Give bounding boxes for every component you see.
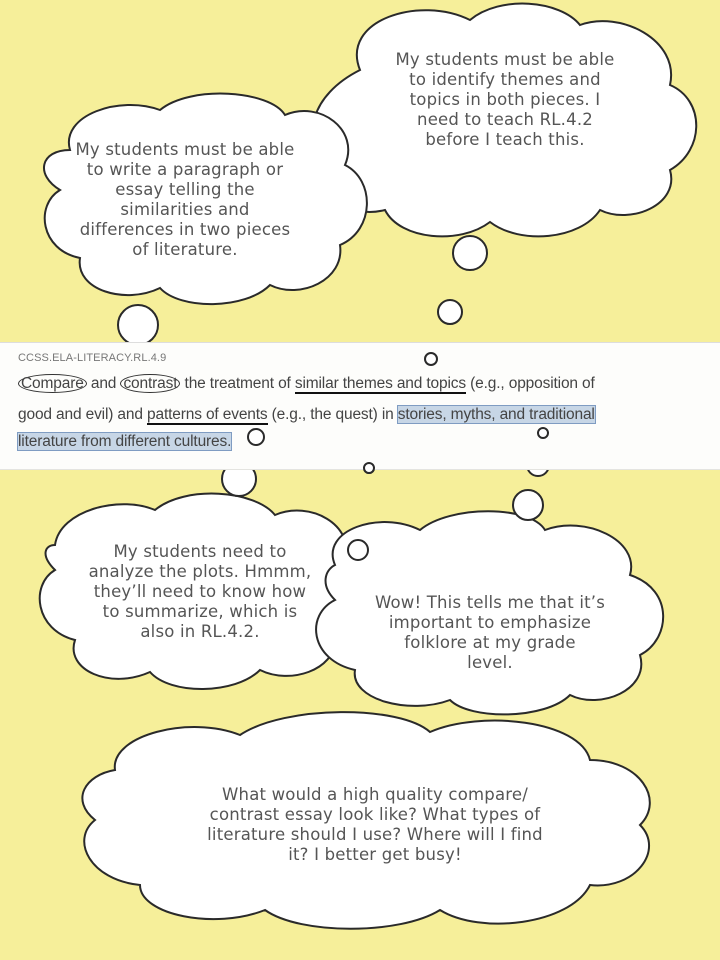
text-line: topics in both pieces. I [409,90,601,109]
text-line: important to emphasize [388,613,592,632]
text-line: to summarize, which is [102,602,298,621]
phrase-literature: literature from different cultures. [18,433,232,450]
text-line: to identify themes and [409,70,601,89]
phrase-patterns: patterns of events [147,406,268,423]
text-line: similarities and [120,200,250,219]
word-and: and [86,375,121,392]
phrase-stories: stories, myths, and traditional [397,406,595,423]
phrase-similar-themes: similar themes and topics [294,375,466,392]
cloud-top-left-text [60,140,310,260]
cloud-middle-left-text [80,542,320,642]
word-treatment: the treatment of [180,375,295,392]
text-line: contrast essay look like? What types of [209,805,541,824]
text-line: folklore at my grade [404,633,576,652]
text-line: My students need to [113,542,287,561]
standard-code: CCSS.ELA-LITERACY.RL.4.9 [18,352,167,364]
text-line: also in RL.4.2. [140,622,260,641]
text-line: essay telling the [115,180,255,199]
cloud-middle-right-text [360,593,620,673]
text-line: they’ll need to know how [93,582,307,601]
text-line: What would a high quality compare/ [222,785,528,804]
word-compare: Compare [18,374,87,393]
text-line: it? I better get busy! [288,845,462,864]
text-line: My students must be able [395,50,615,69]
text-line: analyze the plots. Hmmm, [88,562,312,581]
text-line: need to teach RL.4.2 [417,110,593,129]
phrase-eg1: (e.g., opposition of [465,375,595,392]
text-line: of literature. [132,240,238,259]
text-line: Wow! This tells me that it’s [374,593,606,612]
word-contrast: contrast [120,374,180,393]
cloud-top-right-text [380,50,630,150]
text-line: level. [467,653,513,672]
text-line: literature should I use? Where will I find [207,825,543,844]
text-line: My students must be able [75,140,295,159]
phrase-good-evil: good and evil) and [18,406,147,423]
text-line: differences in two pieces [79,220,291,239]
text-line: before I teach this. [425,130,585,149]
text-line: to write a paragraph or [86,160,284,179]
cloud-bottom-text [120,785,630,865]
phrase-eg2: (e.g., the quest) in [267,406,398,423]
